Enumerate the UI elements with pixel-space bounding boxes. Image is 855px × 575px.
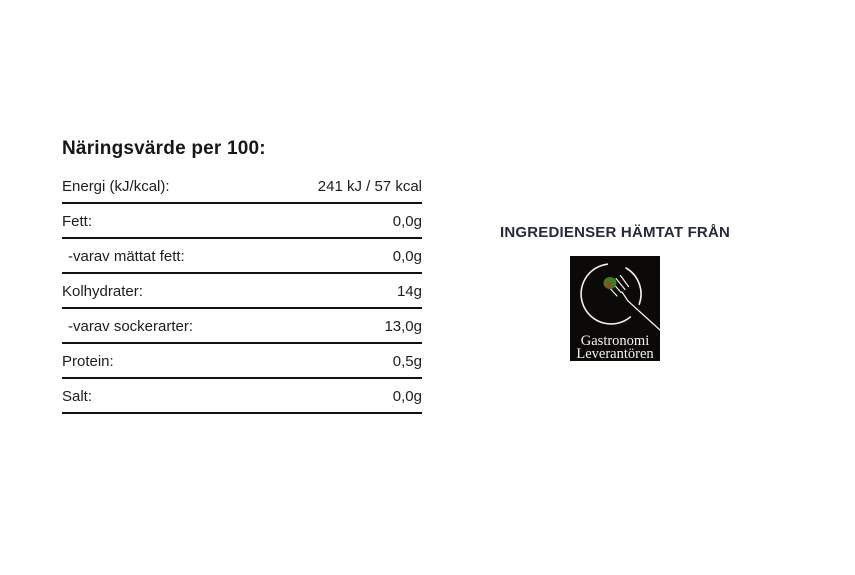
nutrition-row-carbohydrates <box>62 274 422 309</box>
nutrition-row-saturated-fat <box>62 239 422 274</box>
row-value: 13,0g <box>384 318 422 335</box>
row-value: 0,5g <box>392 353 422 370</box>
nutrition-row-sugars <box>62 309 422 344</box>
nutrition-title: Näringsvärde per 100: <box>62 138 266 159</box>
nutrition-row-protein <box>62 344 422 379</box>
nutrition-row-salt <box>62 379 422 414</box>
row-value: 0,0g <box>392 388 422 405</box>
row-label: Energi (kJ/kcal): <box>62 178 170 195</box>
row-value: 14g <box>396 283 422 300</box>
row-label: Protein: <box>62 353 114 370</box>
row-value: 0,0g <box>392 248 422 265</box>
row-label: Kolhydrater: <box>62 283 143 300</box>
row-label: Fett: <box>62 213 93 230</box>
ingredients-heading: INGREDIENSER HÄMTAT FRÅN <box>499 224 731 241</box>
logo-text-line2: Leverantören <box>576 346 654 361</box>
row-label: -varav sockerarter: <box>68 318 194 335</box>
nutrition-row-fat <box>62 204 422 239</box>
logo-text-line1: Gastronomi <box>580 333 650 349</box>
ingredients-source-block <box>490 224 740 366</box>
row-value: 0,0g <box>392 213 422 230</box>
row-label: -varav mättat fett: <box>68 248 185 265</box>
gastronomi-leverantoren-logo <box>570 256 660 361</box>
nutrition-row-energy <box>62 169 422 204</box>
nutrition-table <box>62 138 422 414</box>
row-label: Salt: <box>62 388 93 405</box>
plate-fork-olive-icon <box>570 256 660 361</box>
row-value: 241 kJ / 57 kcal <box>317 178 422 195</box>
